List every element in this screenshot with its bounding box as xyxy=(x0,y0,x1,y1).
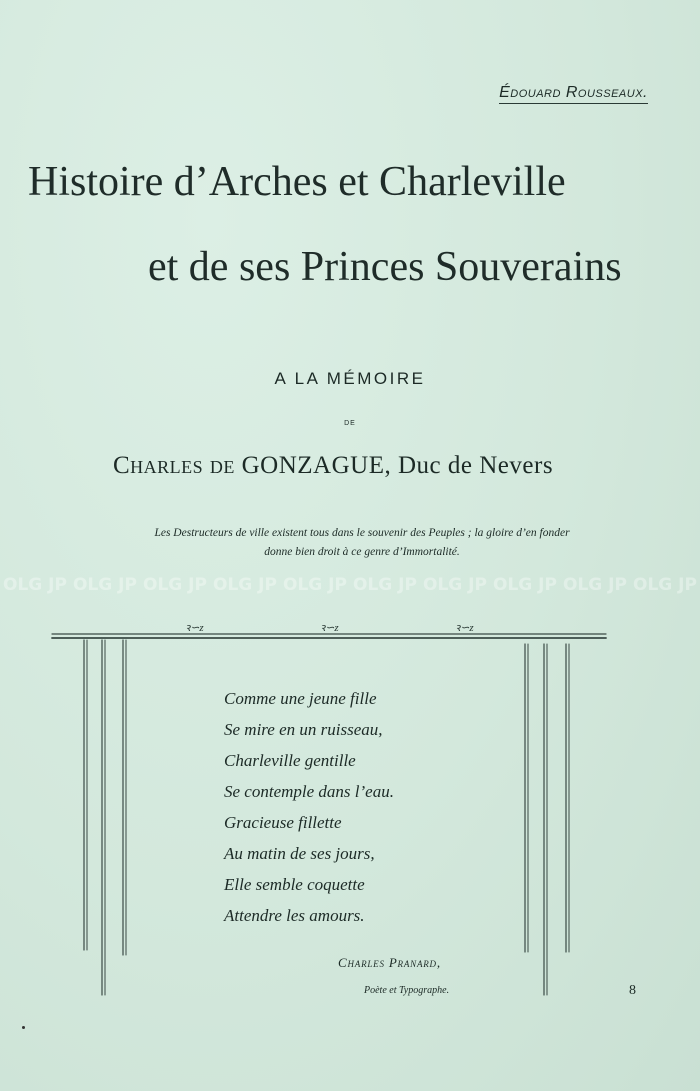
poem-line: Gracieuse fillette xyxy=(224,813,342,832)
watermark-logo: OLG JP xyxy=(423,575,487,595)
watermark-logo: OLG JP xyxy=(283,575,347,595)
poem-line: Se contemple dans l’eau. xyxy=(224,782,394,801)
poem-line: Comme une jeune fille xyxy=(224,689,377,708)
watermark-logo: OLG JP xyxy=(353,575,417,595)
watermark-logo: OLG JP xyxy=(493,575,557,595)
poem-author-role: Poète et Typographe. xyxy=(364,985,450,996)
watermark-logo: OLG JP xyxy=(143,575,207,595)
poem-author: Charles Pranard, xyxy=(338,955,441,970)
poem-line: Charleville gentille xyxy=(224,751,356,770)
quote-line: donne bien droit à ce genre d’Immortalité. xyxy=(264,546,460,558)
poem xyxy=(224,683,394,931)
dedicatee-surname: GONZAGUE, xyxy=(241,452,392,479)
stray-dot xyxy=(22,1026,25,1029)
poem-line: Attendre les amours. xyxy=(224,906,365,925)
title-line-1: Histoire d’Arches et Charleville xyxy=(28,159,566,205)
watermark-logo: OLG JP xyxy=(563,575,627,595)
poem-line: Au matin de ses jours, xyxy=(224,844,375,863)
dedicatee-title: Duc de Nevers xyxy=(398,452,554,479)
poem-line: Elle semble coquette xyxy=(224,875,365,894)
watermark-logo: OLG JP xyxy=(3,575,67,595)
dedication-heading: A LA MÉMOIRE xyxy=(274,369,426,388)
dedicatee-first-name: Charles de xyxy=(112,452,235,479)
page-number: 8 xyxy=(629,983,636,998)
author-name: Édouard Rousseaux. xyxy=(499,84,648,104)
watermark-logo: OLG JP xyxy=(213,575,277,595)
title-line-2: et de ses Princes Souverains xyxy=(148,244,622,290)
watermark-logo: OLG JP xyxy=(633,575,697,595)
quote-line: Les Destructeurs de ville existent tous dans le souvenir des Peuples ; la gloire d’en fonder xyxy=(154,527,570,539)
watermark-logo: OLG JP xyxy=(73,575,137,595)
dedication-connector: DE xyxy=(344,420,356,427)
ornament-right: ꝛ∽z xyxy=(455,622,474,634)
ornament-center: ꝛ∽z xyxy=(320,622,339,634)
poem-line: Se mire en un ruisseau, xyxy=(224,720,383,739)
ornament-left: ꝛ∽z xyxy=(185,622,204,634)
